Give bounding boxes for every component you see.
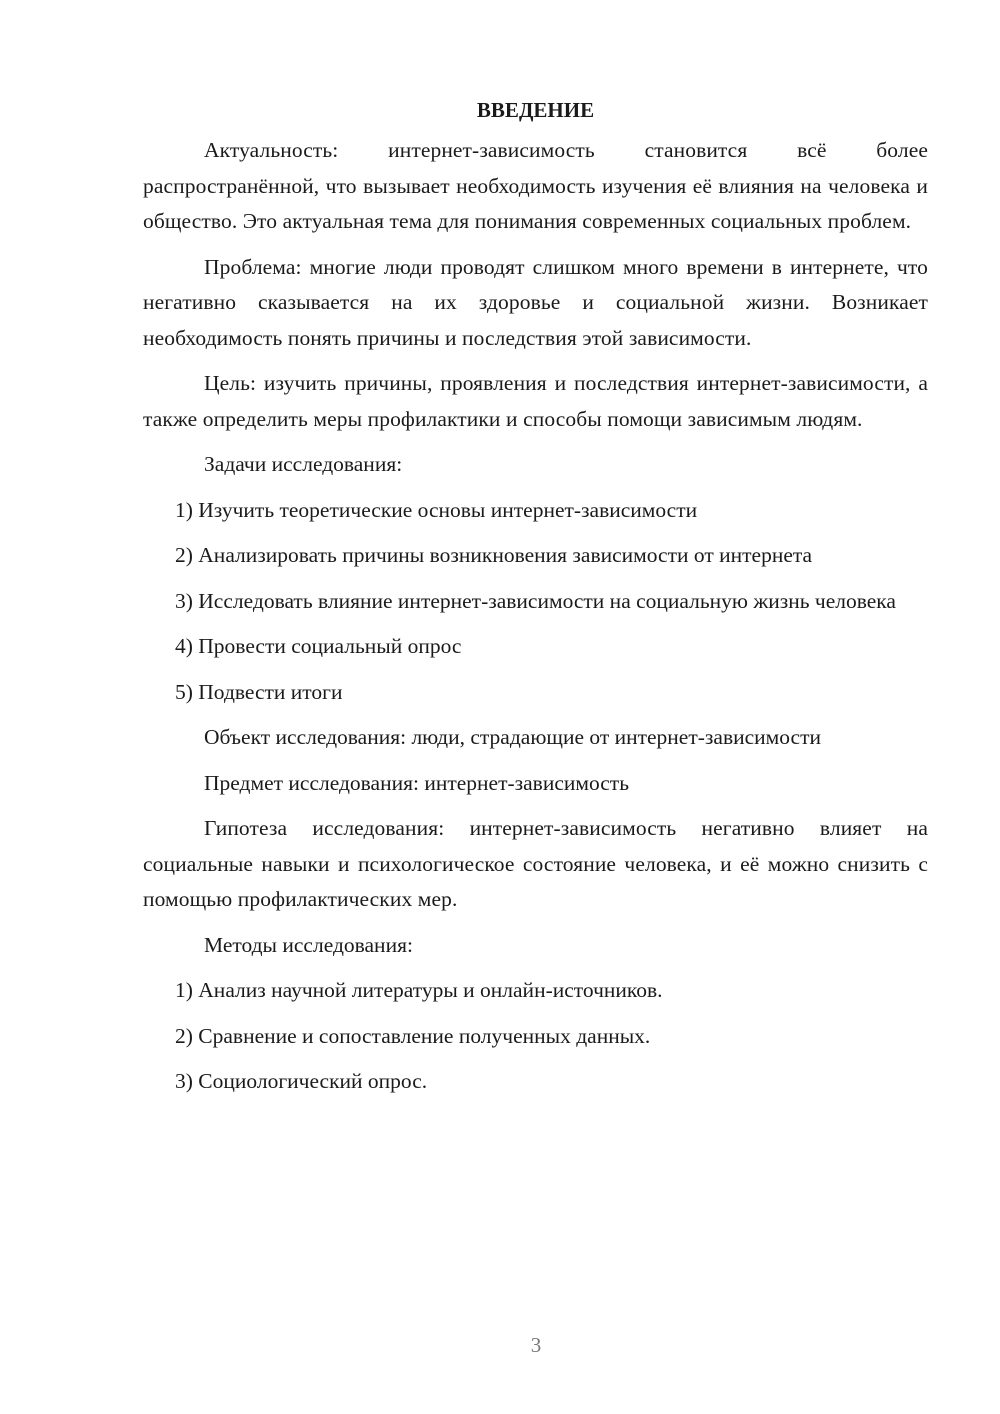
task-item: 5) Подвести итоги <box>175 679 343 704</box>
task-item: 2) Анализировать причины возникновения зависимости от интернета <box>175 543 813 567</box>
research-object: Объект исследования: люди, страдающие от интернет-зависимости <box>204 725 821 749</box>
page-number: 3 <box>530 1333 542 1357</box>
hypothesis-paragraph: Гипотеза исследования: интернет-зависимость негативно влияет на социальные навыки и психологическое состояние человека, и её можно снизить с помощью профилактических мер. <box>143 816 928 911</box>
relevance-paragraph: Актуальность: интернет-зависимость становится всё более распространённой, что вызывает необходимость изучения её влияния на человека и общество. Это актуальная тема для понимания современных социальных проблем. <box>143 138 928 233</box>
goal-paragraph: Цель: изучить причины, проявления и последствия интернет-зависимости, а также определить меры профилактики и способы помощи зависимым людям. <box>143 371 928 431</box>
method-item: 2) Сравнение и сопоставление полученных данных. <box>175 1023 651 1048</box>
task-item: 3) Исследовать влияние интернет-зависимости на социальную жизнь человека <box>175 588 896 613</box>
tasks-heading: Задачи исследования: <box>204 452 403 476</box>
problem-paragraph: Проблема: многие люди проводят слишком много времени в интернете, что негативно сказывается на их здоровье и социальной жизни. Возникает необходимость понять причины и последствия этой зависимости. <box>143 254 928 350</box>
research-subject: Предмет исследования: интернет-зависимость <box>204 770 630 795</box>
document-page <box>143 96 928 1110</box>
method-item: 1) Анализ научной литературы и онлайн-источников. <box>175 978 663 1002</box>
methods-heading: Методы исследования: <box>204 932 413 957</box>
task-item: 1) Изучить теоретические основы интернет-зависимости <box>175 497 698 522</box>
section-title: ВВЕДЕНИЕ <box>476 98 595 122</box>
task-item: 4) Провести социальный опрос <box>175 634 462 658</box>
method-item: 3) Социологический опрос. <box>175 1069 428 1093</box>
